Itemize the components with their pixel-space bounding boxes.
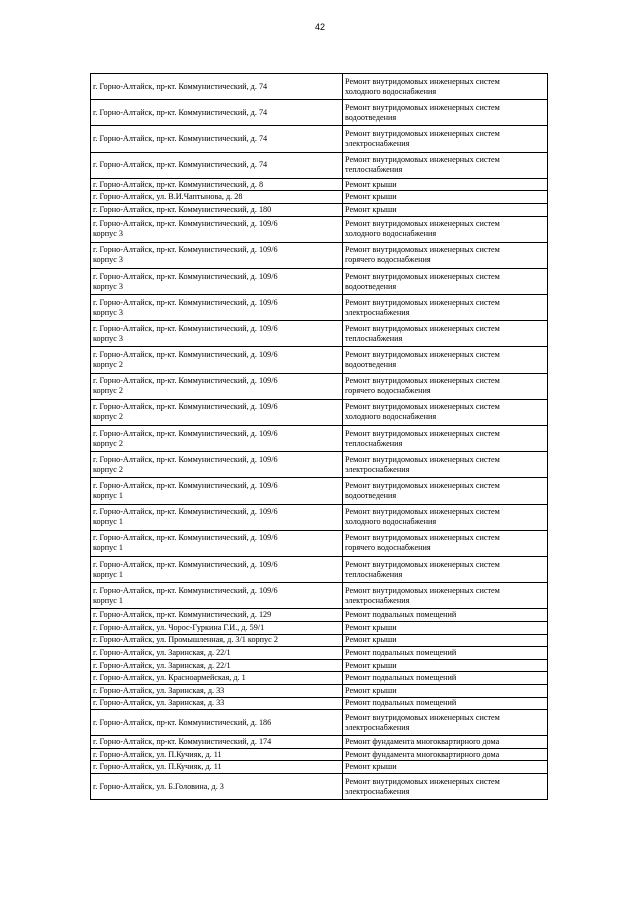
- work-type-line: Ремонт крыши: [345, 204, 397, 214]
- work-type-line: Ремонт внутридомовых инженерных систем: [345, 297, 500, 307]
- work-type-line: водоотведения: [345, 360, 397, 370]
- work-type-cell: [343, 748, 548, 761]
- address-line: г. Горно-Алтайск, пр-кт. Коммунистический, д. 109/6: [93, 585, 278, 595]
- work-type-line: Ремонт подвальных помещений: [345, 647, 457, 657]
- work-type-cell: [343, 373, 548, 399]
- work-type-cell: [343, 672, 548, 685]
- address-line: корпус 2: [93, 464, 123, 474]
- address-cell: [91, 621, 343, 634]
- address-line: г. Горно-Алтайск, ул. П.Кучияк, д. 11: [93, 762, 222, 772]
- table-row: [91, 178, 548, 191]
- work-type-line: Ремонт крыши: [345, 660, 397, 670]
- address-cell: [91, 478, 343, 504]
- work-type-line: Ремонт крыши: [345, 192, 397, 202]
- address-cell: [91, 710, 343, 736]
- table-row: [91, 295, 548, 321]
- work-type-line: Ремонт внутридомовых инженерных систем: [345, 271, 500, 281]
- work-type-cell: [343, 609, 548, 622]
- address-cell: [91, 504, 343, 530]
- address-line: г. Горно-Алтайск, пр-кт. Коммунистический, д. 109/6: [93, 533, 278, 543]
- work-type-line: холодного водоснабжения: [345, 517, 437, 527]
- table-row: [91, 504, 548, 530]
- address-line: г. Горно-Алтайск, ул. Заринская, д. 22/1: [93, 660, 231, 670]
- table-row: [91, 736, 548, 749]
- table-row: [91, 684, 548, 697]
- table-row: [91, 100, 548, 126]
- address-line: г. Горно-Алтайск, ул. В.И.Чаптынова, д. 28: [93, 192, 243, 202]
- address-cell: [91, 774, 343, 800]
- address-line: г. Горно-Алтайск, ул. П.Кучияк, д. 11: [93, 749, 222, 759]
- registry-table-body: [91, 74, 548, 800]
- address-cell: [91, 399, 343, 425]
- work-type-line: Ремонт внутридомовых инженерных систем: [345, 454, 500, 464]
- table-row: [91, 399, 548, 425]
- work-type-cell: [343, 621, 548, 634]
- work-type-cell: [343, 530, 548, 556]
- work-type-line: Ремонт внутридомовых инженерных систем: [345, 350, 500, 360]
- table-row: [91, 761, 548, 774]
- work-type-cell: [343, 452, 548, 478]
- repair-registry-table: [90, 73, 548, 800]
- address-line: корпус 1: [93, 595, 123, 605]
- address-cell: [91, 347, 343, 373]
- work-type-line: Ремонт крыши: [345, 179, 397, 189]
- work-type-line: Ремонт внутридомовых инженерных систем: [345, 245, 500, 255]
- work-type-line: Ремонт крыши: [345, 622, 397, 632]
- work-type-line: Ремонт внутридомовых инженерных систем: [345, 559, 500, 569]
- address-cell: [91, 268, 343, 294]
- work-type-line: горячего водоснабжения: [345, 543, 431, 553]
- address-cell: [91, 126, 343, 152]
- address-line: корпус 2: [93, 360, 123, 370]
- address-cell: [91, 647, 343, 660]
- work-type-line: Ремонт подвальных помещений: [345, 698, 457, 708]
- address-cell: [91, 634, 343, 647]
- work-type-cell: [343, 710, 548, 736]
- address-cell: [91, 321, 343, 347]
- work-type-line: Ремонт внутридомовых инженерных систем: [345, 376, 500, 386]
- work-type-line: Ремонт внутридомовых инженерных систем: [345, 776, 500, 786]
- work-type-line: Ремонт внутридомовых инженерных систем: [345, 585, 500, 595]
- work-type-line: Ремонт внутридомовых инженерных систем: [345, 712, 500, 722]
- work-type-line: Ремонт внутридомовых инженерных систем: [345, 481, 500, 490]
- table-row: [91, 609, 548, 622]
- address-line: корпус 1: [93, 517, 123, 527]
- address-line: корпус 2: [93, 412, 123, 422]
- address-line: г. Горно-Алтайск, пр-кт. Коммунистический, д. 109/6: [93, 219, 278, 229]
- work-type-cell: [343, 242, 548, 268]
- address-line: г. Горно-Алтайск, ул. Заринская, д. 33: [93, 698, 225, 708]
- address-line: г. Горно-Алтайск, пр-кт. Коммунистический, д. 74: [93, 160, 268, 170]
- work-type-line: Ремонт внутридомовых инженерных систем: [345, 533, 500, 543]
- work-type-line: Ремонт фундамента многоквартирного дома: [345, 737, 500, 747]
- work-type-cell: [343, 295, 548, 321]
- work-type-line: Ремонт подвальных помещений: [345, 673, 457, 683]
- work-type-line: водоотведения: [345, 281, 397, 291]
- address-line: корпус 2: [93, 386, 123, 396]
- address-line: г. Горно-Алтайск, ул. Б.Головина, д. 3: [93, 781, 224, 791]
- work-type-line: электроснабжения: [345, 786, 410, 796]
- address-line: г. Горно-Алтайск, пр-кт. Коммунистический, д. 109/6: [93, 271, 278, 281]
- work-type-cell: [343, 647, 548, 660]
- work-type-line: холодного водоснабжения: [345, 412, 437, 422]
- table-row: [91, 556, 548, 582]
- address-cell: [91, 242, 343, 268]
- address-line: г. Горно-Алтайск, пр-кт. Коммунистический, д. 8: [93, 179, 264, 189]
- address-cell: [91, 609, 343, 622]
- work-type-line: Ремонт крыши: [345, 685, 397, 695]
- address-line: г. Горно-Алтайск, пр-кт. Коммунистический, д. 109/6: [93, 454, 278, 464]
- address-cell: [91, 697, 343, 710]
- work-type-cell: [343, 583, 548, 609]
- table-row: [91, 426, 548, 452]
- table-row: [91, 659, 548, 672]
- address-cell: [91, 74, 343, 100]
- work-type-cell: [343, 426, 548, 452]
- address-cell: [91, 203, 343, 216]
- address-line: г. Горно-Алтайск, пр-кт. Коммунистический, д. 129: [93, 610, 272, 620]
- work-type-cell: [343, 399, 548, 425]
- table-row: [91, 634, 548, 647]
- address-cell: [91, 736, 343, 749]
- work-type-cell: [343, 152, 548, 178]
- address-line: г. Горно-Алтайск, пр-кт. Коммунистический, д. 74: [93, 81, 268, 91]
- address-cell: [91, 530, 343, 556]
- work-type-line: Ремонт крыши: [345, 762, 397, 772]
- work-type-line: теплоснабжения: [345, 438, 403, 448]
- table-row: [91, 774, 548, 800]
- address-line: г. Горно-Алтайск, пр-кт. Коммунистический, д. 109/6: [93, 350, 278, 360]
- address-line: корпус 3: [93, 333, 123, 343]
- work-type-line: водоотведения: [345, 491, 397, 500]
- work-type-cell: [343, 203, 548, 216]
- address-line: г. Горно-Алтайск, пр-кт. Коммунистический, д. 109/6: [93, 323, 278, 333]
- address-cell: [91, 426, 343, 452]
- table-row: [91, 478, 548, 504]
- address-cell: [91, 583, 343, 609]
- address-line: корпус 3: [93, 229, 123, 239]
- work-type-line: электроснабжения: [345, 595, 410, 605]
- work-type-cell: [343, 659, 548, 672]
- address-cell: [91, 373, 343, 399]
- work-type-cell: [343, 556, 548, 582]
- work-type-cell: [343, 178, 548, 191]
- address-line: г. Горно-Алтайск, пр-кт. Коммунистический, д. 186: [93, 717, 272, 727]
- work-type-line: горячего водоснабжения: [345, 255, 431, 265]
- address-cell: [91, 672, 343, 685]
- address-line: г. Горно-Алтайск, пр-кт. Коммунистический, д. 109/6: [93, 245, 278, 255]
- address-cell: [91, 178, 343, 191]
- work-type-cell: [343, 347, 548, 373]
- work-type-cell: [343, 268, 548, 294]
- work-type-cell: [343, 478, 548, 504]
- work-type-line: холодного водоснабжения: [345, 229, 437, 239]
- work-type-line: Ремонт внутридомовых инженерных систем: [345, 323, 500, 333]
- work-type-line: Ремонт внутридомовых инженерных систем: [345, 102, 500, 112]
- table-row: [91, 583, 548, 609]
- address-line: г. Горно-Алтайск, ул. Чорос-Гуркина Г.И., д. 59/1: [93, 622, 265, 632]
- address-line: г. Горно-Алтайск, ул. Промышленная, д. 3/1 корпус 2: [93, 635, 278, 645]
- address-cell: [91, 659, 343, 672]
- table-row: [91, 74, 548, 100]
- work-type-line: Ремонт внутридомовых инженерных систем: [345, 507, 500, 517]
- table-row: [91, 672, 548, 685]
- address-line: г. Горно-Алтайск, пр-кт. Коммунистический, д. 109/6: [93, 507, 278, 517]
- address-line: корпус 2: [93, 438, 123, 448]
- work-type-line: Ремонт внутридомовых инженерных систем: [345, 219, 500, 229]
- work-type-line: электроснабжения: [345, 138, 410, 148]
- work-type-cell: [343, 761, 548, 774]
- table-row: [91, 203, 548, 216]
- work-type-line: Ремонт внутридомовых инженерных систем: [345, 402, 500, 412]
- address-line: г. Горно-Алтайск, пр-кт. Коммунистический, д. 109/6: [93, 481, 278, 490]
- work-type-line: водоотведения: [345, 112, 397, 122]
- address-cell: [91, 556, 343, 582]
- work-type-line: Ремонт внутридомовых инженерных систем: [345, 428, 500, 438]
- address-line: г. Горно-Алтайск, пр-кт. Коммунистический, д. 109/6: [93, 402, 278, 412]
- table-row: [91, 152, 548, 178]
- table-row: [91, 748, 548, 761]
- work-type-line: теплоснабжения: [345, 165, 403, 175]
- table-row: [91, 242, 548, 268]
- work-type-line: Ремонт подвальных помещений: [345, 610, 457, 620]
- address-cell: [91, 748, 343, 761]
- work-type-cell: [343, 504, 548, 530]
- table-row: [91, 710, 548, 736]
- address-line: г. Горно-Алтайск, ул. Красноармейская, д. 1: [93, 673, 246, 683]
- work-type-line: горячего водоснабжения: [345, 386, 431, 396]
- address-line: корпус 3: [93, 307, 123, 317]
- work-type-cell: [343, 774, 548, 800]
- address-line: г. Горно-Алтайск, пр-кт. Коммунистический, д. 109/6: [93, 428, 278, 438]
- address-cell: [91, 152, 343, 178]
- address-line: корпус 1: [93, 491, 123, 500]
- table-row: [91, 373, 548, 399]
- address-line: корпус 3: [93, 281, 123, 291]
- work-type-line: теплоснабжения: [345, 333, 403, 343]
- table-row: [91, 191, 548, 204]
- work-type-cell: [343, 74, 548, 100]
- work-type-cell: [343, 736, 548, 749]
- address-line: г. Горно-Алтайск, ул. Заринская, д. 33: [93, 685, 225, 695]
- work-type-line: Ремонт внутридомовых инженерных систем: [345, 128, 500, 138]
- work-type-cell: [343, 126, 548, 152]
- table-row: [91, 697, 548, 710]
- work-type-cell: [343, 216, 548, 242]
- address-line: корпус 1: [93, 543, 123, 553]
- address-line: г. Горно-Алтайск, пр-кт. Коммунистический, д. 109/6: [93, 297, 278, 307]
- table-row: [91, 621, 548, 634]
- address-line: корпус 1: [93, 569, 123, 579]
- work-type-cell: [343, 321, 548, 347]
- address-cell: [91, 295, 343, 321]
- address-cell: [91, 191, 343, 204]
- address-cell: [91, 452, 343, 478]
- table-row: [91, 530, 548, 556]
- table-row: [91, 268, 548, 294]
- address-cell: [91, 761, 343, 774]
- work-type-line: Ремонт внутридомовых инженерных систем: [345, 155, 500, 165]
- address-cell: [91, 684, 343, 697]
- table-row: [91, 647, 548, 660]
- address-line: г. Горно-Алтайск, пр-кт. Коммунистический, д. 109/6: [93, 559, 278, 569]
- address-line: корпус 3: [93, 255, 123, 265]
- work-type-line: Ремонт внутридомовых инженерных систем: [345, 76, 500, 86]
- work-type-line: электроснабжения: [345, 464, 410, 474]
- address-line: г. Горно-Алтайск, пр-кт. Коммунистический, д. 109/6: [93, 376, 278, 386]
- address-line: г. Горно-Алтайск, пр-кт. Коммунистический, д. 180: [93, 204, 272, 214]
- work-type-line: Ремонт фундамента многоквартирного дома: [345, 749, 500, 759]
- address-line: г. Горно-Алтайск, пр-кт. Коммунистический, д. 74: [93, 133, 268, 143]
- table-row: [91, 452, 548, 478]
- work-type-cell: [343, 191, 548, 204]
- work-type-cell: [343, 100, 548, 126]
- work-type-cell: [343, 697, 548, 710]
- address-line: г. Горно-Алтайск, пр-кт. Коммунистический, д. 74: [93, 107, 268, 117]
- table-row: [91, 216, 548, 242]
- work-type-line: теплоснабжения: [345, 569, 403, 579]
- table-row: [91, 126, 548, 152]
- address-line: г. Горно-Алтайск, пр-кт. Коммунистический, д. 174: [93, 737, 272, 747]
- work-type-line: электроснабжения: [345, 307, 410, 317]
- table-row: [91, 321, 548, 347]
- address-cell: [91, 100, 343, 126]
- work-type-cell: [343, 684, 548, 697]
- table-row: [91, 347, 548, 373]
- work-type-line: холодного водоснабжения: [345, 86, 437, 96]
- work-type-line: Ремонт крыши: [345, 635, 397, 645]
- page-number: 42: [314, 22, 325, 32]
- work-type-cell: [343, 634, 548, 647]
- work-type-line: электроснабжения: [345, 722, 410, 732]
- address-line: г. Горно-Алтайск, ул. Заринская, д. 22/1: [93, 647, 231, 657]
- address-cell: [91, 216, 343, 242]
